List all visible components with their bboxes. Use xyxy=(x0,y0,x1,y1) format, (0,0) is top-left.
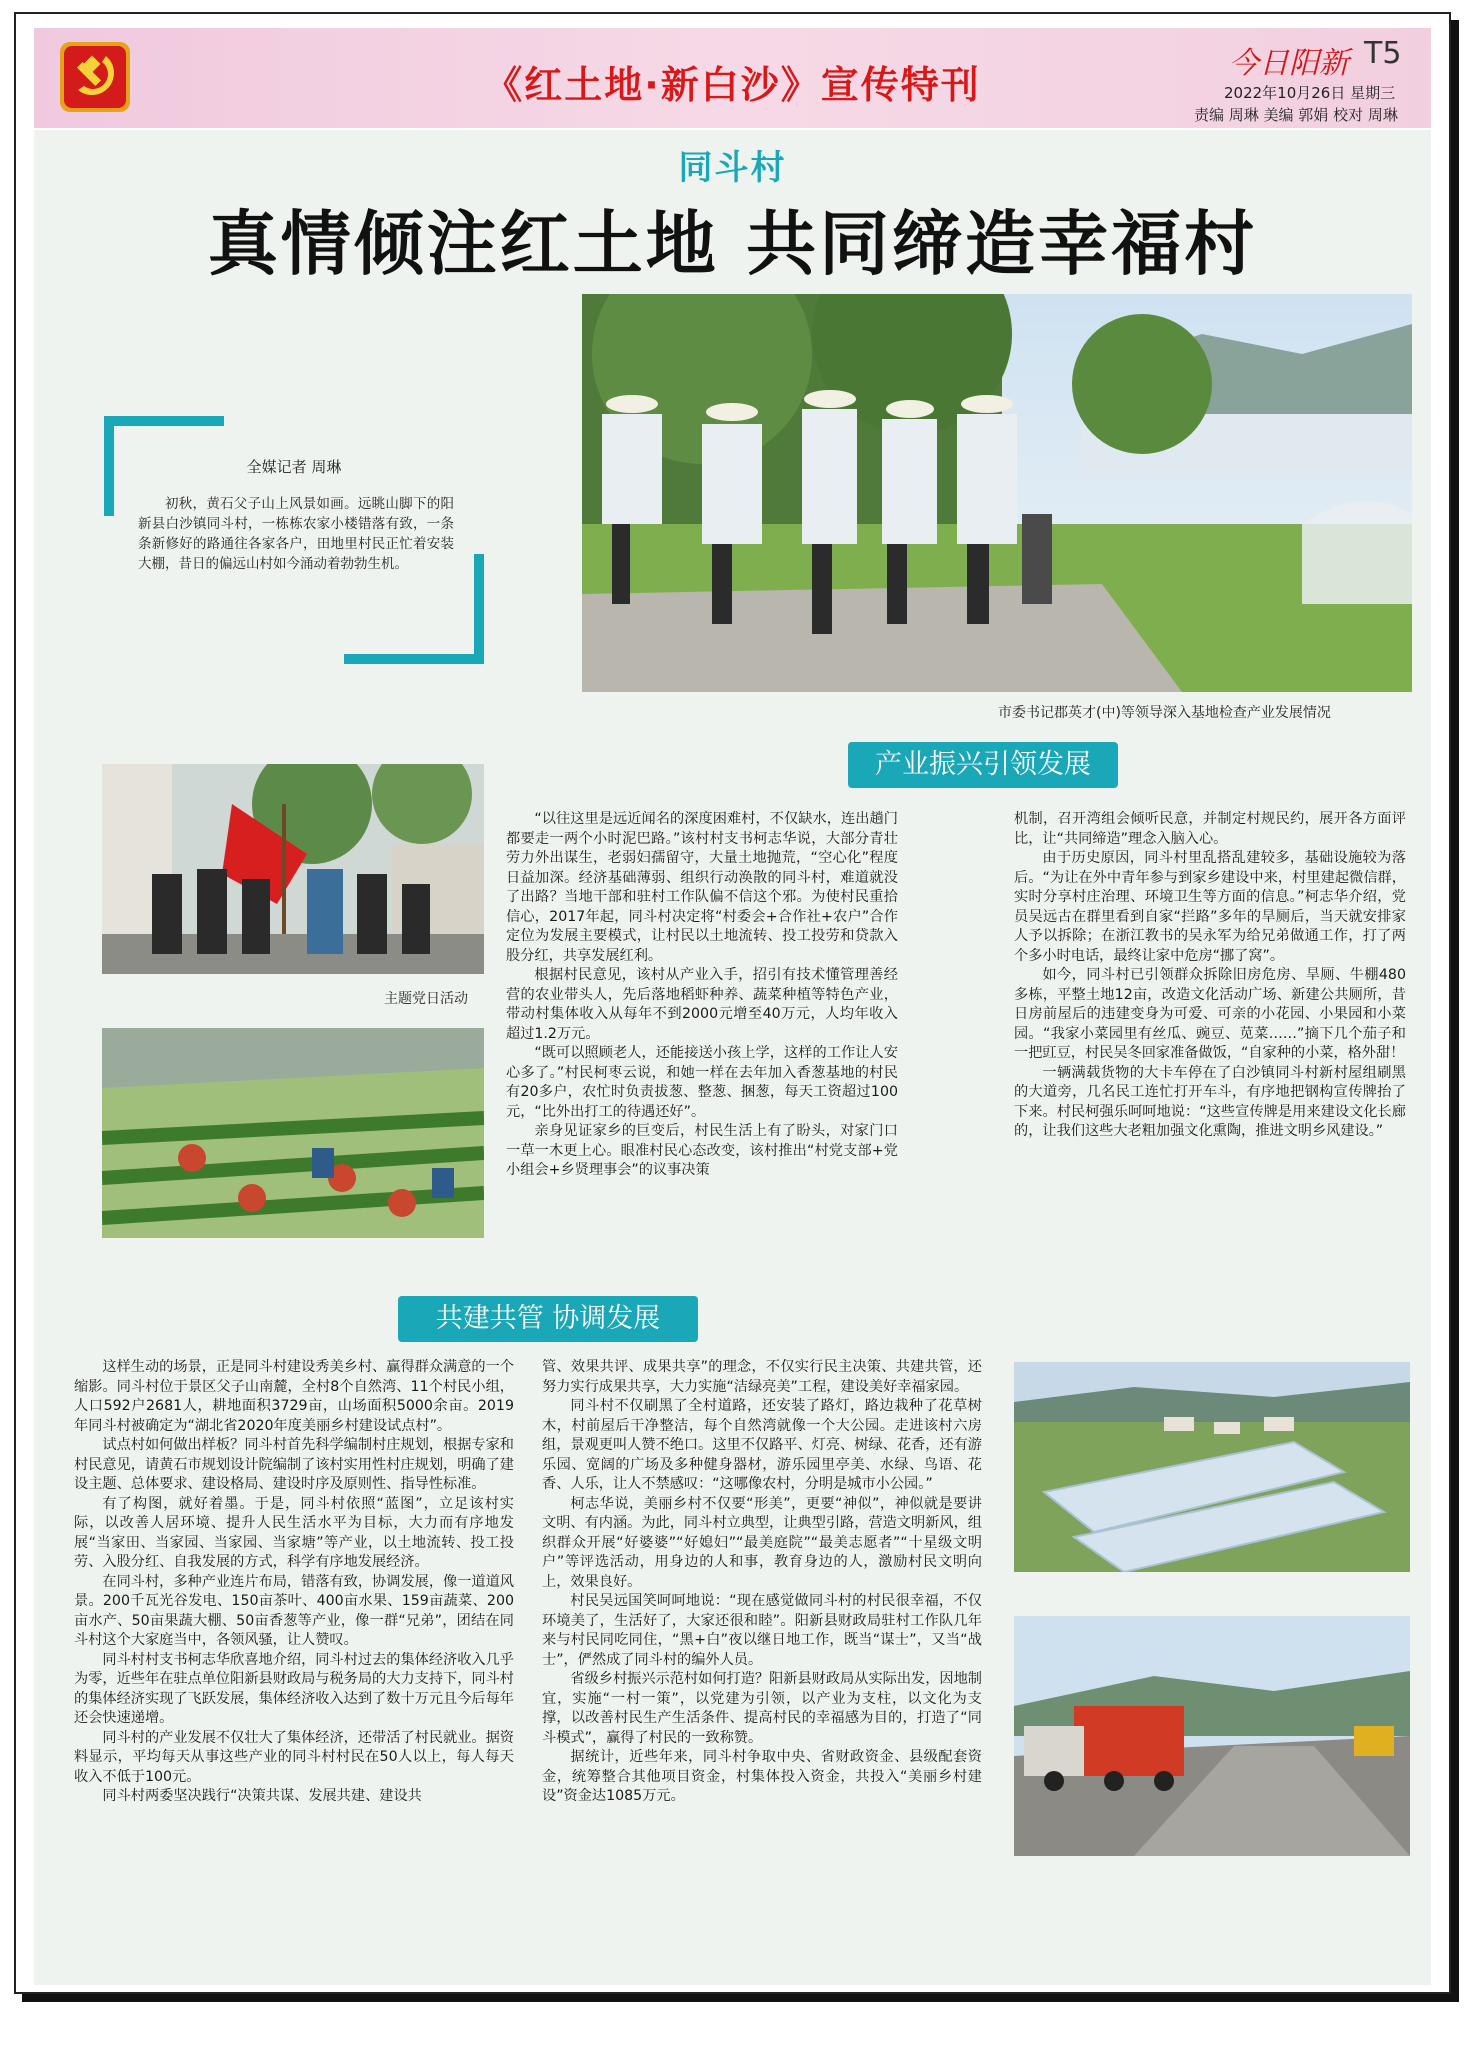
field-photo xyxy=(102,1028,484,1238)
paragraph: 同斗村不仅刷黑了全村道路，还安装了路灯，路边栽种了花草树木，村前屋后干净整洁，每个自然湾就像一个大公园。走进该村六房组，景观更叫人赞不绝口。这里不仅路平、灯亮、树绿、花香，还有游乐园、宽阔的广场及多种健身器材，游乐园里亭美、水绿、鸟语、花香、人乐，让人不禁感叹：“这哪像农村，分明是城市小公园。” xyxy=(542,1398,982,1492)
paragraph: “既可以照顾老人，还能接送小孩上学，这样的工作让人安心多了。”村民柯枣云说，和她一样在去年加入香葱基地的村民有20多户，农忙时负责拔葱、整葱、捆葱，每天工资超过100元，“比外出打工的待遇还好”。 xyxy=(506,1045,898,1120)
cobuild-column-1 xyxy=(74,1358,514,1807)
editors-line: 责编 周琳 美编 郭娟 校对 周琳 xyxy=(1194,106,1398,124)
page-banner xyxy=(34,28,1431,128)
paragraph: 同斗村村支书柯志华欣喜地介绍，同斗村过去的集体经济收入几乎为零，近些年在驻点单位阳新县财政局与税务局的大力支持下，同斗村的集体经济实现了飞跃发展，集体经济收入达到了数十万元且今后每年还会快速递增。 xyxy=(74,1651,514,1726)
paragraph: 有了构图，就好着墨。于是，同斗村依照“蓝图”，立足该村实际，以改善人居环境、提升人民生活水平为目标，大力而有序地发展“当家田、当家园、当家园、当家塘”等产业，以土地流转、投工投劳、入股分红、自我发展的方式，科学有序地发展经济。 xyxy=(74,1495,514,1570)
article-area xyxy=(34,130,1431,1985)
cobuild-column-2 xyxy=(542,1358,982,1807)
paragraph: “以往这里是远近闻名的深度困难村，不仅缺水，连出趟门都要走一两个小时泥巴路。”该村村支书柯志华说，大部分青壮劳力外出谋生，老弱妇孺留守，大量土地抛荒，“空心化”程度日益加深。经济基础薄弱、组织行动涣散的同斗村，难道就没了出路？当地干部和驻村工作队偏不信这个邪。为使村民重拾信心，2017年起，同斗村决定将“村委会+合作社+农户”合作定位为发展主要模式，让村民以土地流转、投工投劳和贷款入股分红，共享发展红利。 xyxy=(506,811,898,964)
paragraph: 村民吴远国笑呵呵地说：“现在感觉做同斗村的村民很幸福，不仅环境美了，生活好了，大家还很和睦”。阳新县财政局驻村工作队几年来与村民同吃同住，“黑+白”夜以继日地工作，既当“谋士”，又当“战士”，俨然成了同斗村的编外人员。 xyxy=(542,1593,982,1668)
paper-logo: 今日阳新 xyxy=(1229,46,1349,81)
byline: 全媒记者 周琳 xyxy=(246,458,342,476)
road-paving-photo xyxy=(1014,1616,1410,1856)
main-photo-caption: 市委书记郡英才(中)等领导深入基地检查产业发展情况 xyxy=(998,705,1331,721)
paragraph: 同斗村的产业发展不仅壮大了集体经济，还带活了村民就业。据资料显示，平均每天从事这些产业的同斗村村民在50人以上，每人每天收入不低于100元。 xyxy=(74,1729,514,1785)
greenhouse-aerial-photo xyxy=(1014,1362,1410,1572)
party-day-caption: 主题党日活动 xyxy=(384,991,468,1007)
paragraph: 这样生动的场景，正是同斗村建设秀美乡村、赢得群众满意的一个缩影。同斗村位于景区父子山南麓，全村8个自然湾、11个村民小组，人口592户2681人，耕地面积3729亩，山场面积5000余亩。2019年同斗村被确定为“湖北省2020年度美丽乡村建设试点村”。 xyxy=(74,1359,514,1434)
kicker: 同斗村 xyxy=(678,148,787,188)
issue-date: 2022年10月26日 星期三 xyxy=(1224,84,1396,102)
paragraph: 在同斗村，多种产业连片布局，错落有致，协调发展，像一道道风景。200千瓦光谷发电、150亩茶叶、400亩水果、159亩蔬菜、200亩水产、50亩果蔬大棚、50亩香葱等产业，像一群“兄弟”，团结在同斗村这个大家庭当中，各领风骚，让人赞叹。 xyxy=(74,1573,514,1648)
party-day-photo xyxy=(102,764,484,974)
lead-box xyxy=(104,416,484,664)
section-heading-cobuild: 共建共管 协调发展 xyxy=(398,1296,698,1342)
newspaper-page xyxy=(14,12,1451,1994)
paragraph: 根据村民意见，该村从产业入手，招引有技术懂管理善经营的农业带头人，先后落地稻虾种养、蔬菜种植等特色产业，带动村集体收入从每年不到2000元增至40万元，人均年收入超过1.2万元。 xyxy=(506,967,898,1042)
paragraph: 同斗村两委坚决践行“决策共谋、发展共建、建设共 xyxy=(102,1788,422,1804)
paragraph: 一辆满载货物的大卡车停在了白沙镇同斗村新村屋组刷黑的大道旁，几名民工连忙打开车斗，有序地把钢构宣传牌抬了下来。村民柯强乐呵呵地说：“这些宣传牌是用来建设文化长廊的，让我们这些大老粗加强文化熏陶，推进文明乡风建设。” xyxy=(1014,1064,1406,1139)
paragraph: 亲身见证家乡的巨变后，村民生活上有了盼头，对家门口一草一木更上心。眼准村民心态改变，该村推出“村党支部+党小组会+乡贤理事会”的议事决策 xyxy=(506,1123,898,1178)
paragraph: 柯志华说，美丽乡村不仅要“形美”，更要“神似”，神似就是要讲文明、有内涵。为此，同斗村立典型，让典型引路，营造文明新风，组织群众开展“好婆婆”“好媳妇”“最美庭院”“最美志愿者”“十星级文明户”等评选活动，用身边的人和事，教育身边的人，激励村民文明向上，效果良好。 xyxy=(542,1495,982,1590)
paragraph: 如今，同斗村已引领群众拆除旧房危房、旱厕、牛棚480多栋，平整土地12亩，改造文化活动广场、新建公共厕所，昔日房前屋后的违建变身为可爱、可亲的小花园、小果园和小菜园。“我家小菜园里有丝瓜、豌豆、苋菜……”摘下几个茄子和一把豇豆，村民吴冬回家准备做饭，“自家种的小菜，格外甜！ xyxy=(1014,967,1406,1061)
industry-column-2 xyxy=(1014,810,1406,1142)
lead-text: 初秋，黄石父子山上风景如画。远眺山脚下的阳新县白沙镇同斗村，一栋栋农家小楼错落有致，一条条新修好的路通往各家各户，田地里村民正忙着安装大棚，昔日的偏远山村如今涌动着勃勃生机。 xyxy=(138,496,454,572)
paragraph: 由于历史原因，同斗村里乱搭乱建较多，基础设施较为落后。“为让在外中青年参与到家乡建设中来，村里建起微信群，实时分享村庄治理、环境卫生等方面的信息。”柯志华介绍，党员吴远古在群里看到自家“拦路”多年的旱厕后，当天就安排家人予以拆除；在浙江教书的吴永军为给兄弟做通工作，打了两个多小时电话，最终让家中危房“挪了窝”。 xyxy=(1014,850,1406,964)
section-heading-industry: 产业振兴引领发展 xyxy=(848,742,1118,788)
banner-title: 《红土地·新白沙》宣传特刊 xyxy=(484,63,981,107)
paragraph: 据统计，近些年来，同斗村争取中央、省财政资金、县级配套资金，统筹整合其他项目资金，村集体投入资金，共投入“美丽乡村建设”资金达1085万元。 xyxy=(542,1749,982,1804)
paragraph: 管、效果共评、成果共享”的理念，不仅实行民主决策、共建共管，还努力实行成果共享，大力实施“洁绿亮美”工程，建设美好幸福家园。 xyxy=(542,1359,982,1395)
paragraph: 试点村如何做出样板？同斗村首先科学编制村庄规划，根据专家和村民意见，请黄石市规划设计院编制了该村实用性村庄规划，明确了建设主题、总体要求、建设格局、建设时序及原则性、指导性标准。 xyxy=(74,1437,514,1492)
page-number: T5 xyxy=(1364,36,1402,71)
paragraph: 机制，召开湾组会倾听民意，并制定村规民约，展开各方面评比，让“共同缔造”理念入脑入心。 xyxy=(1014,811,1406,847)
paragraph: 省级乡村振兴示范村如何打造？阳新县财政局从实际出发，因地制宜，实施“一村一策”，以党建为引领，以产业为支柱，以文化为支撑，以改善村民生产生活条件、提高村民的幸福感为目的，打造了“同斗模式”，赢得了村民的一致称赞。 xyxy=(542,1671,982,1746)
industry-column-1 xyxy=(506,810,898,1181)
headline: 真情倾注红土地 共同缔造幸福村 xyxy=(207,203,1258,285)
main-photo xyxy=(582,294,1412,692)
